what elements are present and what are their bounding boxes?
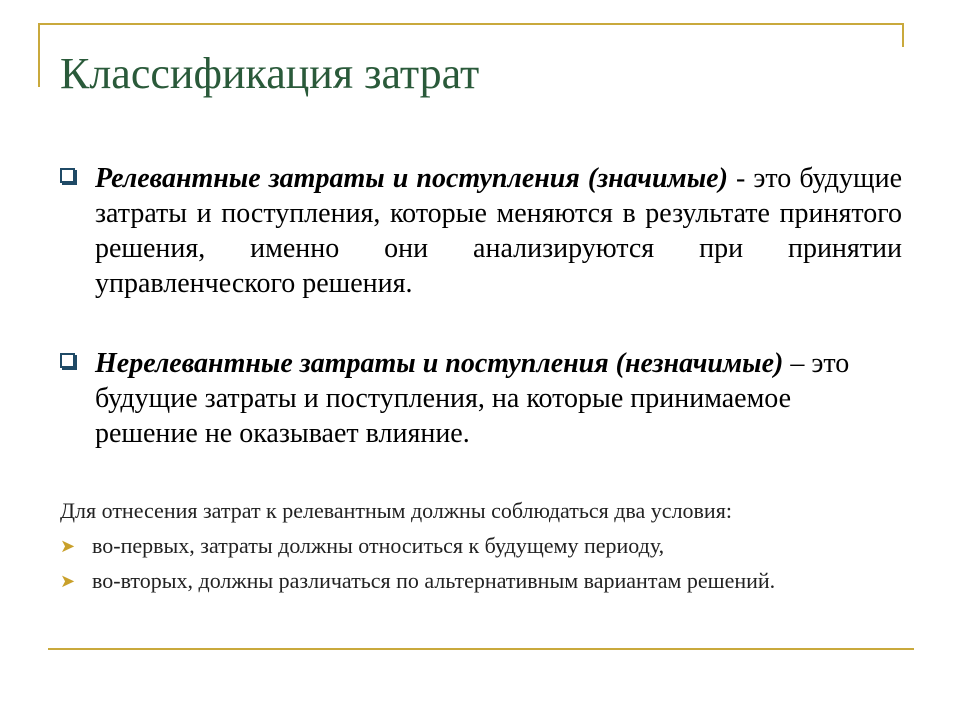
arrowhead-bullet-icon: ➤	[60, 536, 76, 557]
condition-text: во-первых, затраты должны относиться к будущему периоду,	[92, 533, 665, 558]
square-bullet-icon	[60, 353, 75, 368]
frame-bottom-line	[48, 648, 914, 650]
definition-body: - это будущие затраты и поступления, которые меняются в результате принятого решения, именно они анализируются при принятии управленческого решения.	[95, 163, 903, 299]
frame-top-line	[38, 23, 904, 25]
condition-item	[60, 568, 820, 594]
frame-right-line	[902, 23, 904, 47]
definition-text	[95, 346, 885, 451]
condition-item	[60, 533, 860, 559]
definition-item-relevant	[60, 161, 902, 301]
frame-left-line	[38, 23, 40, 87]
arrowhead-bullet-icon: ➤	[60, 571, 76, 592]
definition-body: – это будущие затраты и поступления, на которые принимаемое решение не оказывает влияние.	[95, 348, 850, 449]
definition-text	[95, 161, 902, 301]
condition-text: во-вторых, должны различаться по альтернативным вариантам решений.	[92, 568, 776, 593]
square-bullet-icon	[60, 168, 75, 183]
slide-title: Классификация затрат	[60, 49, 480, 98]
definition-term: Релевантные затраты и поступления (значимые)	[95, 163, 728, 194]
definition-term: Нерелевантные затраты и поступления (незначимые)	[95, 348, 784, 379]
conditions-intro: Для отнесения затрат к релевантным должны соблюдаться два условия:	[60, 498, 732, 523]
definition-item-irrelevant	[60, 346, 902, 451]
